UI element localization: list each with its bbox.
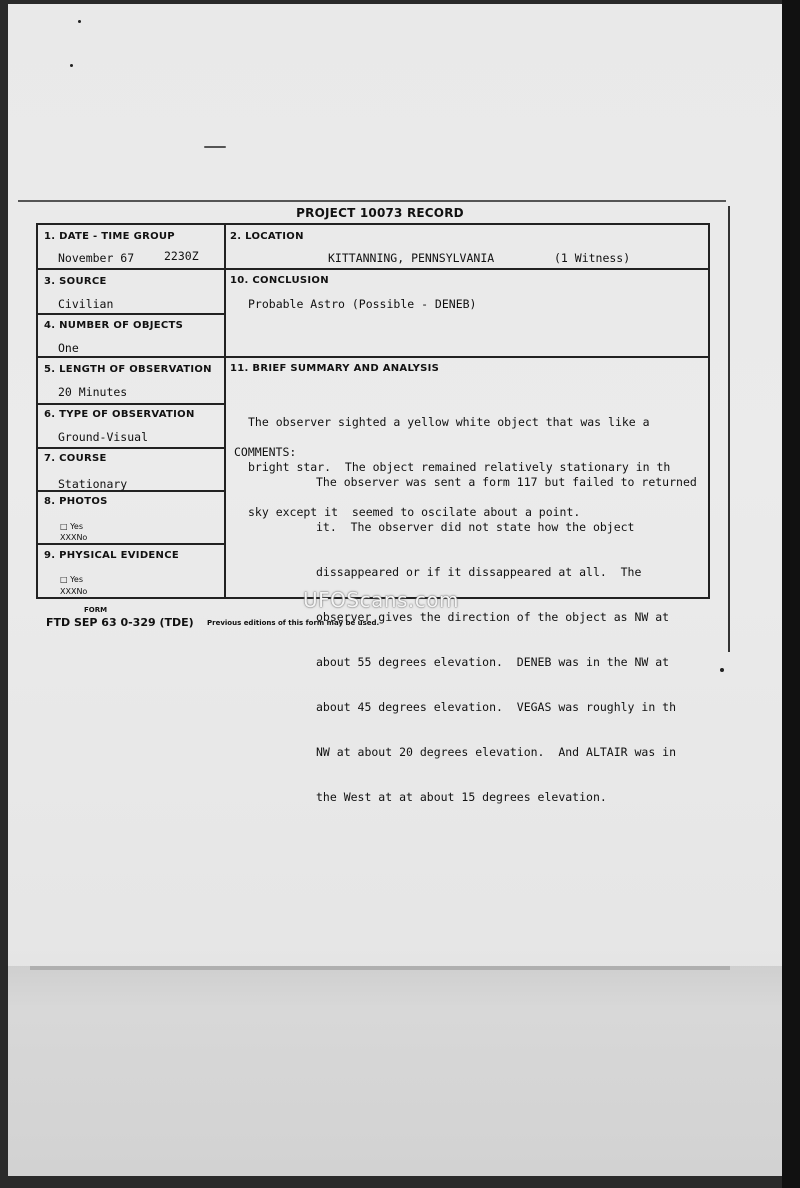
- row-divider: [38, 447, 224, 449]
- num-objects-value: One: [58, 341, 79, 355]
- column-divider: [224, 225, 226, 597]
- evidence-label: 9. PHYSICAL EVIDENCE: [44, 550, 179, 561]
- form-title: PROJECT 10073 RECORD: [296, 206, 464, 220]
- evidence-yes-checkbox: □ Yes: [60, 575, 84, 584]
- comments-line: it. The observer did not state how the object: [316, 520, 635, 534]
- dust-streak: [204, 146, 226, 148]
- dust-speck: [720, 668, 724, 672]
- date-value: November 67: [58, 251, 135, 265]
- num-objects-label: 4. NUMBER OF OBJECTS: [44, 320, 184, 331]
- comments-text: [316, 445, 710, 835]
- comments-line: The observer was sent a form 117 but failed to returned: [316, 475, 697, 489]
- photos-no-checkbox: XXXNo: [60, 533, 88, 542]
- comments-line: about 45 degrees elevation. VEGAS was roughly in th: [316, 700, 677, 714]
- witness-value: (1 Witness): [554, 251, 631, 265]
- length-label: 5. LENGTH OF OBSERVATION: [44, 364, 212, 375]
- footer-form-word: FORM: [84, 606, 108, 614]
- dust-speck: [78, 20, 81, 23]
- top-rule: [18, 200, 726, 202]
- summary-line: sky except it seemed to oscilate about a point.: [248, 505, 581, 519]
- watermark: UFOScans.com: [303, 588, 459, 612]
- conclusion-value: Probable Astro (Possible - DENEB): [248, 297, 477, 311]
- evidence-no-checkbox: XXXNo: [60, 587, 88, 596]
- comments-line: NW at about 20 degrees elevation. And ALTAIR was in: [316, 745, 677, 759]
- comments-line: about 55 degrees elevation. DENEB was in the NW at: [316, 655, 670, 669]
- row-divider: [38, 403, 224, 405]
- comments-line: observer gives the direction of the object as NW at: [316, 610, 670, 624]
- date-label: 1. DATE - TIME GROUP: [44, 231, 175, 242]
- comments-line: dissappeared or if it dissappeared at all. The: [316, 565, 642, 579]
- location-label: 2. LOCATION: [230, 231, 304, 242]
- margin-line: [728, 206, 730, 652]
- paper-lower-fold: [8, 966, 782, 1176]
- photos-yes-checkbox: □ Yes: [60, 522, 84, 531]
- comments-label: COMMENTS:: [234, 445, 297, 459]
- source-value: Civilian: [58, 297, 114, 311]
- type-label: 6. TYPE OF OBSERVATION: [44, 409, 195, 420]
- conclusion-label: 10. CONCLUSION: [230, 275, 329, 286]
- row-divider: [38, 313, 224, 315]
- summary-line: The observer sighted a yellow white object that was like a: [248, 415, 650, 429]
- time-value: 2230Z: [164, 249, 199, 263]
- length-value: 20 Minutes: [58, 385, 128, 399]
- type-value: Ground-Visual: [58, 430, 149, 444]
- footer-note: Previous editions of this form may be used.: [207, 619, 380, 627]
- comments-line: the West at at about 15 degrees elevation.: [316, 790, 607, 804]
- fold-line: [30, 966, 730, 970]
- footer-form-id: FTD SEP 63 0-329 (TDE): [46, 616, 194, 629]
- summary-label: 11. BRIEF SUMMARY AND ANALYSIS: [230, 363, 440, 374]
- course-value: Stationary: [58, 477, 128, 491]
- location-value: KITTANNING, PENNSYLVANIA: [328, 251, 495, 265]
- course-label: 7. COURSE: [44, 453, 107, 464]
- row-divider: [38, 356, 710, 358]
- source-label: 3. SOURCE: [44, 276, 107, 287]
- dust-speck: [70, 64, 73, 67]
- right-edge-shadow: [782, 0, 800, 1188]
- summary-line: bright star. The object remained relatively stationary in th: [248, 460, 671, 474]
- row-divider: [38, 268, 710, 270]
- row-divider: [38, 543, 224, 545]
- photos-label: 8. PHOTOS: [44, 496, 108, 507]
